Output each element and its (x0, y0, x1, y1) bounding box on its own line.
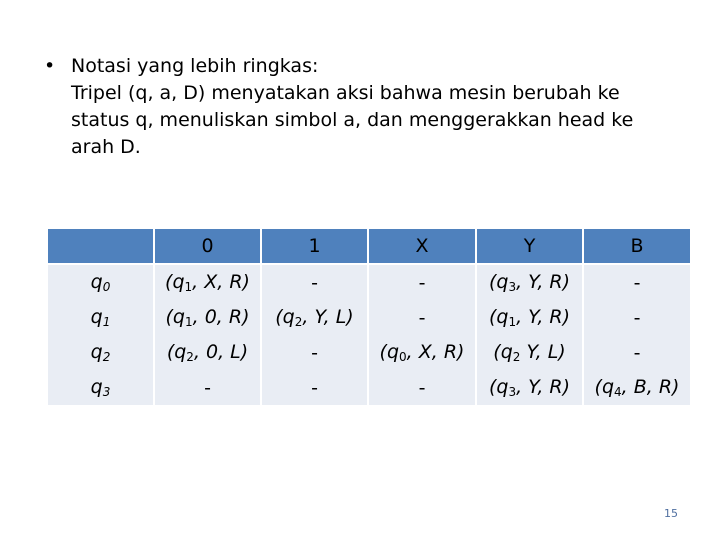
transition-cell: ($q_1$, X, R) (154, 264, 261, 300)
column-header: B (583, 229, 690, 264)
state-label: $q_1$ (48, 300, 154, 335)
table-row (48, 335, 690, 370)
transition-cell: ($q_0$, X, R) (368, 335, 476, 370)
transition-cell: - (368, 300, 476, 335)
table-row (48, 264, 690, 300)
bullet-marker: • (44, 55, 56, 77)
transition-cell: ($q_1$, 0, R) (154, 300, 261, 335)
state-label: $q_0$ (48, 264, 154, 300)
transition-cell: - (583, 335, 690, 370)
transition-cell: - (261, 370, 368, 405)
table-header-row (48, 229, 690, 264)
bullet-block (44, 53, 684, 161)
state-label: $q_3$ (48, 370, 154, 405)
transition-table (48, 229, 690, 405)
transition-cell: ($q_2$ Y, L) (476, 335, 583, 370)
bullet-body-line-2: status q, menuliskan simbol a, dan menggerakkan head ke (71, 109, 634, 131)
transition-cell: - (368, 264, 476, 300)
transition-cell: ($q_1$, Y, R) (476, 300, 583, 335)
transition-cell: - (261, 264, 368, 300)
bullet-body-line-1: Tripel (q, a, D) menyatakan aksi bahwa mesin berubah ke (71, 82, 620, 104)
bullet-body-line-3: arah D. (71, 136, 141, 158)
header-corner-cell (48, 229, 154, 264)
transition-cell: - (154, 370, 261, 405)
transition-cell: ($q_3$, Y, R) (476, 264, 583, 300)
bullet-heading-line (44, 53, 684, 80)
table-row (48, 370, 690, 405)
transition-cell: - (583, 300, 690, 335)
page-number: 15 (664, 507, 678, 520)
column-header: 0 (154, 229, 261, 264)
bullet-body (71, 80, 684, 161)
column-header: X (368, 229, 476, 264)
column-header: Y (476, 229, 583, 264)
transition-cell: - (261, 335, 368, 370)
transition-cell: ($q_4$, B, R) (583, 370, 690, 405)
transition-cell: ($q_3$, Y, R) (476, 370, 583, 405)
transition-cell: - (368, 370, 476, 405)
transition-cell: ($q_2$, 0, L) (154, 335, 261, 370)
table-row (48, 300, 690, 335)
state-label: $q_2$ (48, 335, 154, 370)
table-body (48, 264, 690, 405)
column-header: 1 (261, 229, 368, 264)
transition-cell: ($q_2$, Y, L) (261, 300, 368, 335)
bullet-heading: Notasi yang lebih ringkas: (71, 55, 319, 77)
transition-cell: - (583, 264, 690, 300)
